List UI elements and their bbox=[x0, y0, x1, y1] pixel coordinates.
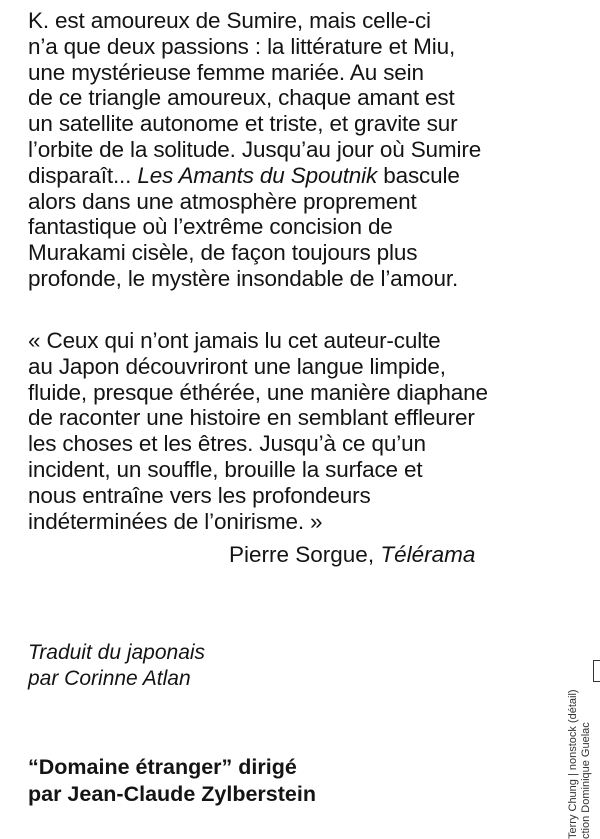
series-director-line: par Jean-Claude Zylberstein bbox=[28, 782, 316, 806]
translation-credit bbox=[28, 640, 205, 692]
quote-line: « Ceux qui n’ont jamais lu cet auteur-culte bbox=[28, 328, 441, 353]
synopsis-line: alors dans une atmosphère proprement bbox=[28, 188, 417, 214]
synopsis-line: Murakami cisèle, de façon toujours plus bbox=[28, 240, 418, 266]
quote-attribution bbox=[229, 542, 475, 568]
synopsis-line: profonde, le mystère insondable de l’amour. bbox=[28, 265, 459, 291]
synopsis-line-with-title bbox=[28, 163, 588, 189]
quote-line: incident, un souffle, brouille la surface et bbox=[28, 456, 423, 482]
synopsis-line: n’a que deux passions : la littérature et Miu, bbox=[28, 33, 456, 59]
synopsis-line: l’orbite de la solitude. Jusqu’au jour où Sumire bbox=[28, 136, 482, 162]
synopsis-line: de ce triangle amoureux, chaque amant est bbox=[28, 85, 455, 111]
quote-author: Pierre Sorgue, bbox=[229, 542, 381, 567]
quote-publication: Télérama bbox=[380, 542, 476, 567]
press-quote bbox=[28, 328, 588, 534]
quote-line: au Japon découvriront une langue limpide, bbox=[28, 353, 446, 379]
synopsis-line: une mystérieuse femme mariée. Au sein bbox=[28, 59, 424, 85]
translation-line: Traduit du japonais bbox=[28, 641, 206, 664]
quote-line: fluide, presque éthérée, une manière diaphane bbox=[28, 379, 488, 405]
synopsis-line: un satellite autonome et triste, et gravite sur bbox=[28, 111, 458, 137]
series-credit bbox=[28, 754, 316, 808]
synopsis-text: bascule bbox=[377, 162, 460, 188]
photo-credit-line: Terry Chung | nonstock (détail) bbox=[567, 689, 579, 839]
synopsis-text: disparaît... bbox=[28, 162, 138, 188]
translator-line: par Corinne Atlan bbox=[28, 667, 191, 690]
design-credit-line: ction Dominique Guelac bbox=[580, 722, 592, 839]
synopsis-line: fantastique où l’extrême concision de bbox=[28, 214, 393, 240]
synopsis-paragraph bbox=[28, 8, 588, 292]
book-title: Les Amants du Spoutnik bbox=[137, 162, 378, 188]
barcode-edge bbox=[593, 660, 600, 682]
quote-line: indéterminées de l’onirisme. » bbox=[28, 508, 323, 534]
quote-line: les choses et les êtres. Jusqu’à ce qu’un bbox=[28, 431, 426, 457]
photo-credit bbox=[567, 689, 593, 839]
series-line: “Domaine étranger” dirigé bbox=[28, 755, 297, 779]
quote-line: de raconter une histoire en semblant effleurer bbox=[28, 405, 475, 431]
quote-line: nous entraîne vers les profondeurs bbox=[28, 482, 371, 508]
synopsis-line: K. est amoureux de Sumire, mais celle-ci bbox=[28, 8, 431, 33]
